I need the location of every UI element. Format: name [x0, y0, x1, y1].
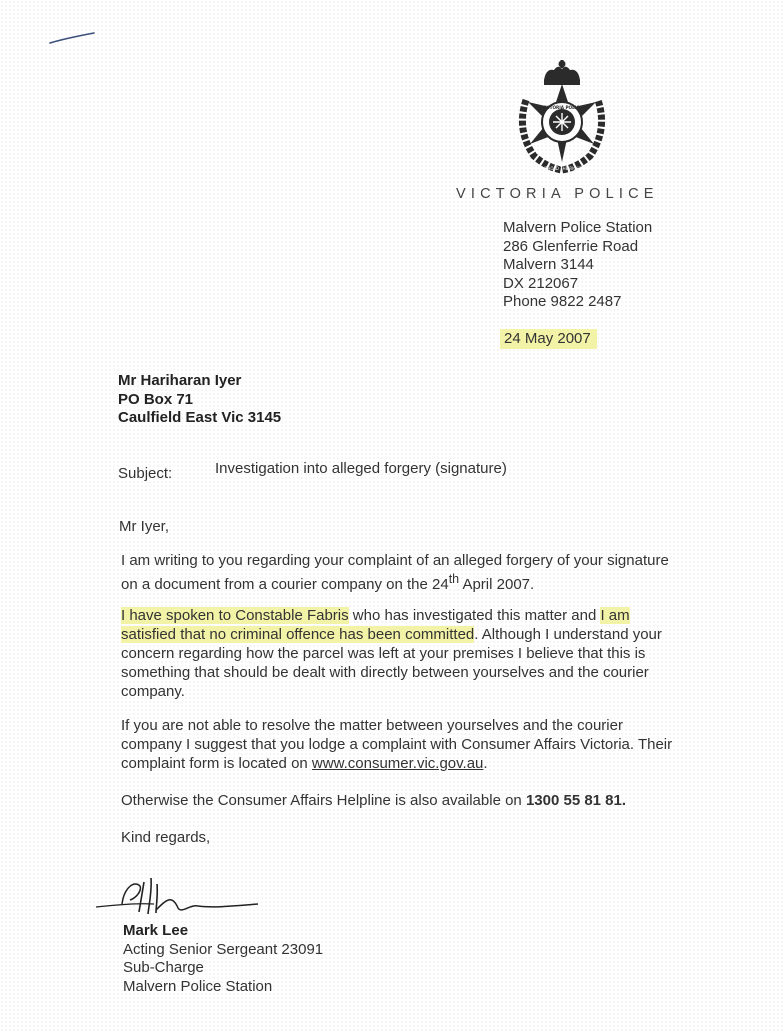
handwritten-signature-icon [94, 874, 264, 924]
highlighted-text: I am satisfied that no criminal offence has been committed [121, 607, 630, 643]
signer-station: Malvern Police Station [123, 977, 273, 995]
subject-label: Subject: [118, 465, 173, 482]
recipient-name: Mr Hariharan Iyer [118, 372, 242, 389]
body-paragraph-4: Otherwise the Consumer Affairs Helpline is also available on 1300 55 81 81. [121, 792, 627, 809]
signer-name: Mark Lee [123, 922, 189, 939]
signer-role: Sub-Charge [123, 959, 204, 976]
station-name: Malvern Police Station [503, 219, 653, 236]
station-suburb: Malvern 3144 [503, 256, 594, 273]
svg-text:UPHOLD THE RIGHT: UPHOLD THE RIGHT [542, 166, 582, 171]
signer-block [123, 922, 323, 996]
helpline-number: 1300 55 81 81. [525, 792, 627, 809]
highlighted-text: I have spoken to Constable Fabris [121, 607, 349, 624]
recipient-po-box: PO Box 71 [118, 390, 194, 408]
consumer-affairs-link[interactable]: www.consumer.vic.gov.au [311, 755, 484, 772]
body-paragraph-1: I am writing to you regarding your complaint of an alleged forgery of your signature on a document from a courier company on the 24th April 2007. [121, 552, 669, 593]
ordinal-suffix: th [448, 572, 460, 586]
letter-date: 24 May 2007 [500, 329, 597, 349]
recipient-address-block [118, 372, 281, 428]
body-paragraph-3: If you are not able to resolve the matter between yourselves and the courier company I suggest that you lodge a complaint with Consumer Affairs Victoria. Their complaint form is located on www.consumer.vic.gov.au. [121, 717, 673, 772]
pen-stroke-mark [48, 30, 98, 46]
station-dx: DX 212067 [503, 274, 579, 292]
station-address-block [503, 219, 652, 312]
signer-title: Acting Senior Sergeant 23091 [123, 940, 324, 958]
body-paragraph-2: I have spoken to Constable Fabris who has investigated this matter and I am satisfied that no criminal offence has been committed. Although I understand your concern regarding how the parcel was left at your premises I believe that this is something that should be dealt with directly between yourselves and the courier company. [121, 607, 662, 700]
svg-text:VICTORIA POLICE: VICTORIA POLICE [541, 105, 583, 110]
station-phone: Phone 9822 2487 [503, 293, 622, 310]
organization-name: VICTORIA POLICE [456, 186, 659, 202]
victoria-police-crest-icon [512, 58, 612, 176]
recipient-locality: Caulfield East Vic 3145 [118, 409, 282, 426]
salutation: Mr Iyer, [119, 518, 170, 535]
closing: Kind regards, [121, 829, 211, 846]
subject-text: Investigation into alleged forgery (signature) [215, 460, 507, 477]
station-street: 286 Glenferrie Road [503, 237, 639, 255]
